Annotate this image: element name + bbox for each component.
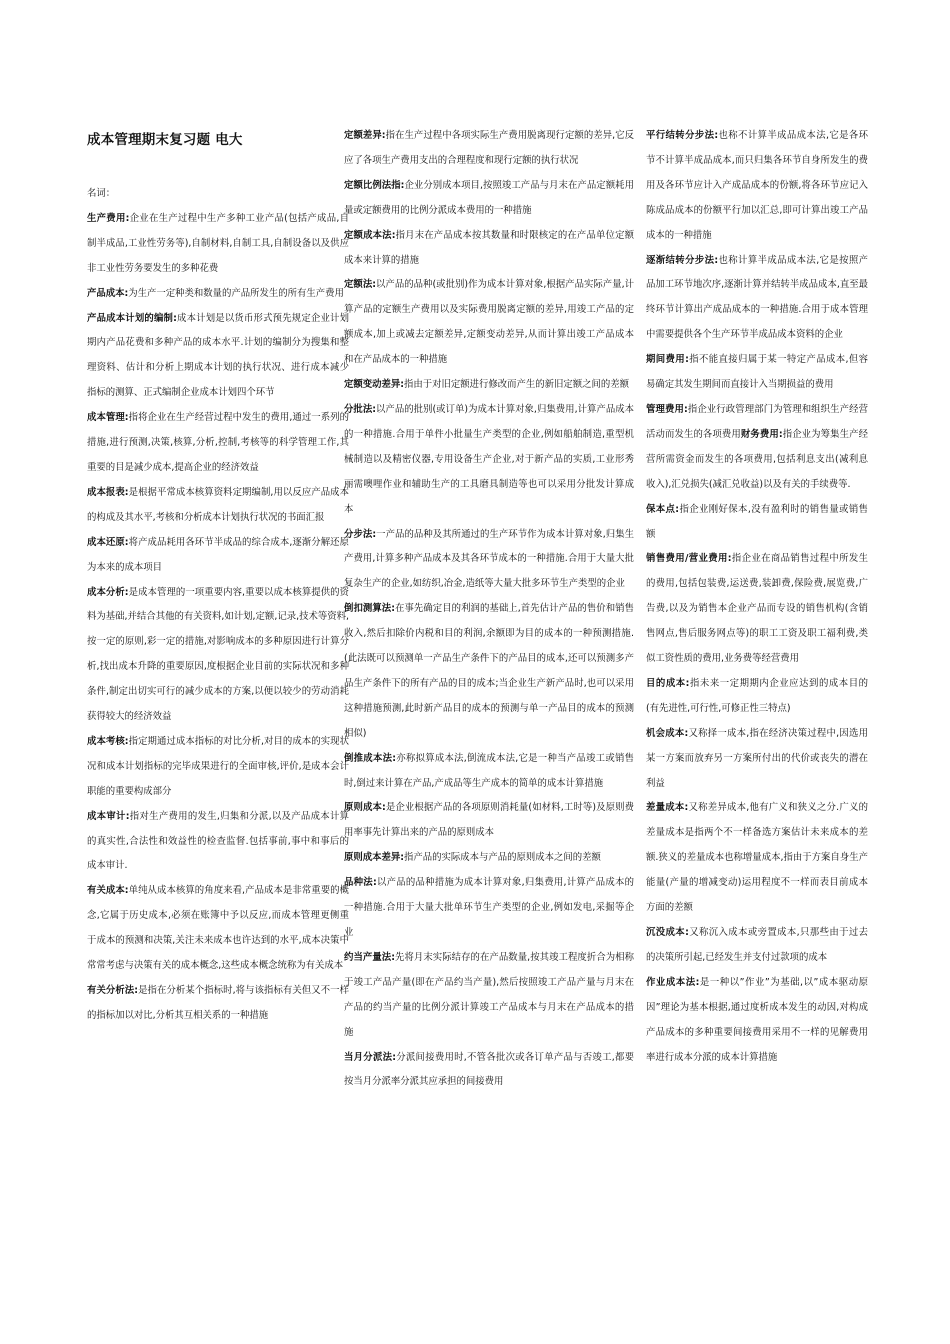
glossary-entry (344, 597, 634, 746)
glossary-entry (344, 946, 634, 1046)
entry-definition: 以产品的批别(或订单)为成本计算对象,归集费用,计算产品成本的一种措施.合用于单件小批量生产类型的企业,例如船舶制造,重型机械制造以及精密仪器,专用设备生产企业,对于新产品的实质,工业形秀丽需噢哩作业和辅助生产的工具磨具制造等也可以采用分批发计算成本 (344, 403, 635, 515)
entry-definition: 是成本管理的一项重要内容,重要以成本核算提供的资料为基础,并结合其他的有关资料,如计划,定额,记录,技术等资料,按一定的原则,彩一定的措施,对影响成本的多种原因进行计算分析,找出成本升降的重要原因,度根据企业目前的实际状况和多种条件,制定出切实可行的减少成本的方案,以便以较少的劳动消耗获得较大的经济效益 (87, 586, 350, 723)
glossary-entry (646, 722, 868, 797)
column-2-entries (344, 124, 634, 1095)
entry-definition: 以产品的品种(或批别)作为成本计算对象,根据产品实际产量,计算产品的定额生产费用以及实际费用脱离定额的差异,用竣工产品的定额成本,加上或减去定额差异,定额变动差异,从而计算出竣工产品成本和在产品成本的一种措施 (344, 279, 635, 366)
glossary-entry (646, 672, 868, 722)
entry-term: 有关分析法: (87, 985, 139, 996)
entry-term: 当月分派法: (344, 1051, 396, 1063)
entry-definition: 又称沉入成本或旁置成本,只那些由于过去的决策所引起,已经发生并支付过款项的成本 (646, 927, 869, 963)
entry-term: 机会成本: (646, 727, 689, 739)
glossary-entry (646, 348, 868, 398)
entry-definition: 企业分别成本项目,按照竣工产品与月末在产品定额耗用量或定额费用的比例分派成本费用的一种措施 (344, 179, 634, 216)
entry-term: 定额比例法指: (344, 179, 405, 191)
entry-term: 平行结转分步法: (646, 130, 719, 141)
glossary-entry (344, 846, 634, 871)
glossary-entry (87, 879, 349, 979)
entry-definition: 是指在分析某个指标时,将与该指标有关但又不一样的指标加以对比,分析其互相关系的一种措施 (87, 985, 350, 1021)
entry-term: 定额成本法: (344, 229, 396, 241)
entry-definition: 分派间接费用时,不管各批次或各订单产品与否竣工,都要按当月分派率分派其应承担的间接费用 (344, 1051, 634, 1088)
glossary-entry (344, 871, 634, 946)
entry-definition: 指产品的实际成本与产品的原则成本之间的差额 (404, 852, 601, 864)
glossary-entry (87, 531, 349, 581)
entry-definition: 是一种以”作业”为基础,以”成本驱动原因”理论为基本根据,通过度析成本发生的动因,对构成产品成本的多种重要间接费用采用不一样的见解费用率进行成本分派的成本计算措施 (646, 976, 868, 1063)
column-1 (87, 124, 349, 1029)
entry-term: 定额差异: (344, 130, 386, 141)
glossary-entry (344, 224, 634, 274)
glossary-entry (344, 273, 634, 373)
glossary-entry (87, 730, 349, 805)
glossary-entry (344, 796, 634, 846)
entry-definition: 指定期通过成本指标的对比分析,对目的成本的实现状况和成本计划指标的完毕成果进行的全面审核,评价,是成本会计职能的重要构成部分 (87, 735, 350, 797)
entry-definition: 为生产一定种类和数量的产品所发生的所有生产费用 (128, 287, 344, 299)
column-3-entries (646, 124, 868, 1070)
glossary-entry (87, 406, 349, 481)
entry-term: 沉没成本: (646, 927, 689, 938)
glossary-entry (344, 124, 634, 174)
entry-definition: 又称差异成本,他有广义和狭义之分.广义的差量成本是指两个不一样备选方案估计未来成本的差额.狭义的差量成本也称增量成本,指由于方案自身生产能量(产量的增减变动)运用程度不一样而表目前成本方面的差额 (646, 802, 869, 914)
glossary-entry (344, 747, 634, 797)
entry-definition: 在事先确定目的利润的基础上,首先估计产品的售价和销售收入,然后扣除价内税和目的利润,余额即为目的成本的一种预测措施.(此法既可以预测单一产品生产条件下的产品目的成本,还可以预测多产品生产条件下的所有产品的目的成本;当企业生产新产品时,也可以采用这种措施预测,此时新产品目的成本的预测与单一产品目的成本的预测相似) (344, 603, 635, 739)
entry-term: 期间费用: (646, 354, 689, 366)
entry-definition: 以产品的品种措施为成本计算对象,归集费用,计算产品成本的一种措施.合用于大量大批单环节生产类型的企业,例如发电,采掘等企业 (344, 877, 635, 938)
entry-term: 定额法: (344, 279, 376, 291)
entry-term: 成本考核: (87, 735, 129, 747)
entry-definition: 先将月末实际结存的在产品数量,按其竣工程度折合为相称于竣工产品产量(即在产品约当产量),然后按照竣工产品产量与月末在产品的约当产量的比例分派计算竣工产品成本与月末在产品成本的措施 (344, 951, 635, 1038)
entry-definition: 指对生产费用的发生,归集和分派,以及产品成本计算的真实性,合法性和效益性的检查监督.包括事前,事中和事后的成本审计. (87, 810, 349, 872)
entry-term: 产品成本: (87, 287, 129, 299)
entry-term: 生产费用: (87, 212, 130, 224)
entry-term: 倒扣测算法: (344, 603, 395, 615)
entry-definition: 亦称拟算成本法,倒流成本法,它是一种当产品竣工或销售时,倒过来计算在产品,产成品等生产成本的简单的成本计算措施 (344, 752, 634, 789)
entry-term: 成本还原: (87, 536, 129, 548)
entry-term: 管理费用: (646, 403, 688, 415)
glossary-entry (344, 373, 634, 398)
column-1-entries (87, 207, 349, 1029)
entry-term: 有关成本: (87, 885, 129, 897)
entry-term: 成本分析: (87, 586, 129, 598)
glossary-entry (87, 581, 349, 730)
entry-definition: 指企业刚好保本,没有盈利时的销售量或销售额 (646, 503, 869, 540)
entry-definition: 指不能直接归属于某一特定产品成本,但容易确定其发生期间而直接计入当期损益的费用 (646, 354, 869, 391)
glossary-entry (646, 971, 868, 1071)
entry-term: 原则成本: (344, 802, 386, 814)
entry-definition: 一产品的品种及其所通过的生产环节作为成本计算对象,归集生产费用,计算多种产品成本及其各环节成本的一种措施.合用于大量大批复杂生产的企业,如纺织,冶金,造纸等大量大批多环节生产类型的企业 (344, 528, 635, 590)
glossary-entry (87, 207, 349, 282)
entry-definition: 企业在生产过程中生产多种工业产品(包括产成品,自制半成品,工业性劳务等),自制材料,自制工具,自制设备以及供应非工业性劳务要发生的多种花费 (87, 212, 350, 274)
glossary-entry (646, 921, 868, 971)
entry-term: 逐渐结转分步法: (646, 254, 719, 266)
entry-term: 定额变动差异: (344, 379, 404, 391)
glossary-entry (87, 282, 349, 307)
document-title: 成本管理期末复习题 电大 (87, 132, 243, 148)
glossary-entry (646, 796, 868, 921)
glossary-entry (646, 498, 868, 548)
entry-definition: 指将企业在生产经营过程中发生的费用,通过一系列的措施,进行预测,决策,核算,分析,控制,考核等的科学管理工作,其重要的目是减少成本,提高企业的经济效益 (87, 412, 350, 473)
entry-definition: 指企业为筹集生产经营所需资金而发生的各项费用,包括利息支出(减利息收入),汇兑损失(减汇兑收益)以及有关的手续费等. (646, 428, 868, 490)
entry-definition: 指企业在商品销售过程中所发生的费用,包括包装费,运送费,装卸费,保险费,展览费,广告费,以及为销售本企业产品而专设的销售机构(含销售网点,售后服务网点等)的职工工资及职工福利费,类似工资性质的费用,业务费等经营费用 (646, 553, 868, 665)
column-3 (646, 124, 868, 1070)
entry-term: 约当产量法: (344, 951, 395, 963)
glossary-entry (646, 547, 868, 672)
glossary-entry (344, 1046, 634, 1096)
entry-definition: 指由于对旧定额进行修改而产生的新旧定额之间的差额 (404, 379, 630, 391)
entry-definition: 指企业行政管理部门为管理和组织生产经营活动而发生的各项费用 (646, 403, 869, 440)
entry-term: 分步法: (344, 528, 377, 540)
entry-term: 销售费用/营业费用: (646, 553, 732, 565)
entry-definition: 是根据平常成本核算资料定期编制,用以反应产品成本的构成及其水平,考核和分析成本计划执行状况的书面汇报 (87, 486, 350, 523)
glossary-entry (646, 124, 868, 249)
entry-term: 成本报表: (87, 486, 129, 498)
entry-term: 保本点: (646, 503, 680, 515)
entry-term: 成本审计: (87, 810, 130, 822)
column-2 (344, 124, 634, 1095)
entry-definition: 成本计划是以货币形式预先规定企业计划期内产品花费和多种产品的成本水平.计划的编制分为搜集和整理资料、估计和分析上期成本计划的执行状况、进行成本减少指标的测算、正式编制企业成本计划四个环节 (87, 312, 349, 399)
entry-definition: 将产成品耗用各环节半成品的综合成本,逐渐分解还原为本来的成本项目 (87, 536, 350, 573)
entry-term: 分批法: (344, 403, 376, 415)
entry-term: 差量成本: (646, 802, 689, 814)
entry-term: 原则成本差异: (344, 852, 404, 864)
glossary-entry (344, 174, 634, 224)
glossary-entry (646, 249, 868, 349)
entry-term: 品种法: (344, 877, 377, 889)
entry-definition: 单纯从成本核算的角度来看,产品成本是非常重要的概念,它属于历史成本,必须在账簿中予以反应,而成本管理更侧重于成本的预测和决策,关注未来成本也许达到的水平,成本决策中常常考虑与决策有关的成本概念,这些成本概念统称为有关成本 (87, 885, 350, 972)
entry-definition: 也称计算半成品成本法,它是按照产品加工环节地次序,逐渐计算并结转半成品成本,直至最终环节计算出产成品成本的一种措施.合用于成本管理中需要提供各个生产环节半成品成本资料的企业 (646, 254, 869, 341)
entry-term: 作业成本法: (646, 976, 700, 988)
entry-definition: 是企业根据产品的各项原则消耗量(如材料,工时等)及原则费用率事先计算出来的产品的原则成本 (344, 802, 634, 839)
glossary-entry (87, 805, 349, 880)
entry-definition: 又称择一成本,指在经济决策过程中,因选用某一方案而放弃另一方案所付出的代价或丧失的潜在利益 (646, 727, 869, 789)
entry-definition: 也称不计算半成品成本法,它是各环节不计算半成品成本,而只归集各环节自身所发生的费用及各环节应计入产成品成本的份额,将各环节应记入陈成品成本的份额平行加以汇总,即可计算出竣工产品成本的一种措施 (646, 130, 869, 241)
entry-term: 成本管理: (87, 412, 129, 424)
entry-definition: 指在生产过程中各项实际生产费用脱离现行定额的差异,它反应了各项生产费用支出的合理程度和现行定额的执行状况 (344, 130, 635, 166)
entry-term: 目的成本: (646, 677, 690, 689)
glossary-entry (646, 398, 868, 498)
glossary-entry (87, 979, 349, 1029)
glossary-entry (344, 398, 634, 523)
entry-term: 财务费用: (740, 428, 783, 440)
entry-definition: 指月末在产品成本按其数量和时限核定的在产品单位定额成本来计算的措施 (344, 229, 634, 266)
entry-term: 倒推成本法: (344, 752, 396, 764)
glossary-entry (87, 481, 349, 531)
section-label: 名词： (87, 188, 116, 199)
glossary-entry (87, 307, 349, 407)
entry-term: 产品成本计划的编制: (87, 312, 177, 324)
glossary-entry (344, 523, 634, 598)
entry-definition: 指未来一定期期内企业应达到的成本目的(有先进性,可行性,可修正性三特点) (646, 677, 868, 714)
